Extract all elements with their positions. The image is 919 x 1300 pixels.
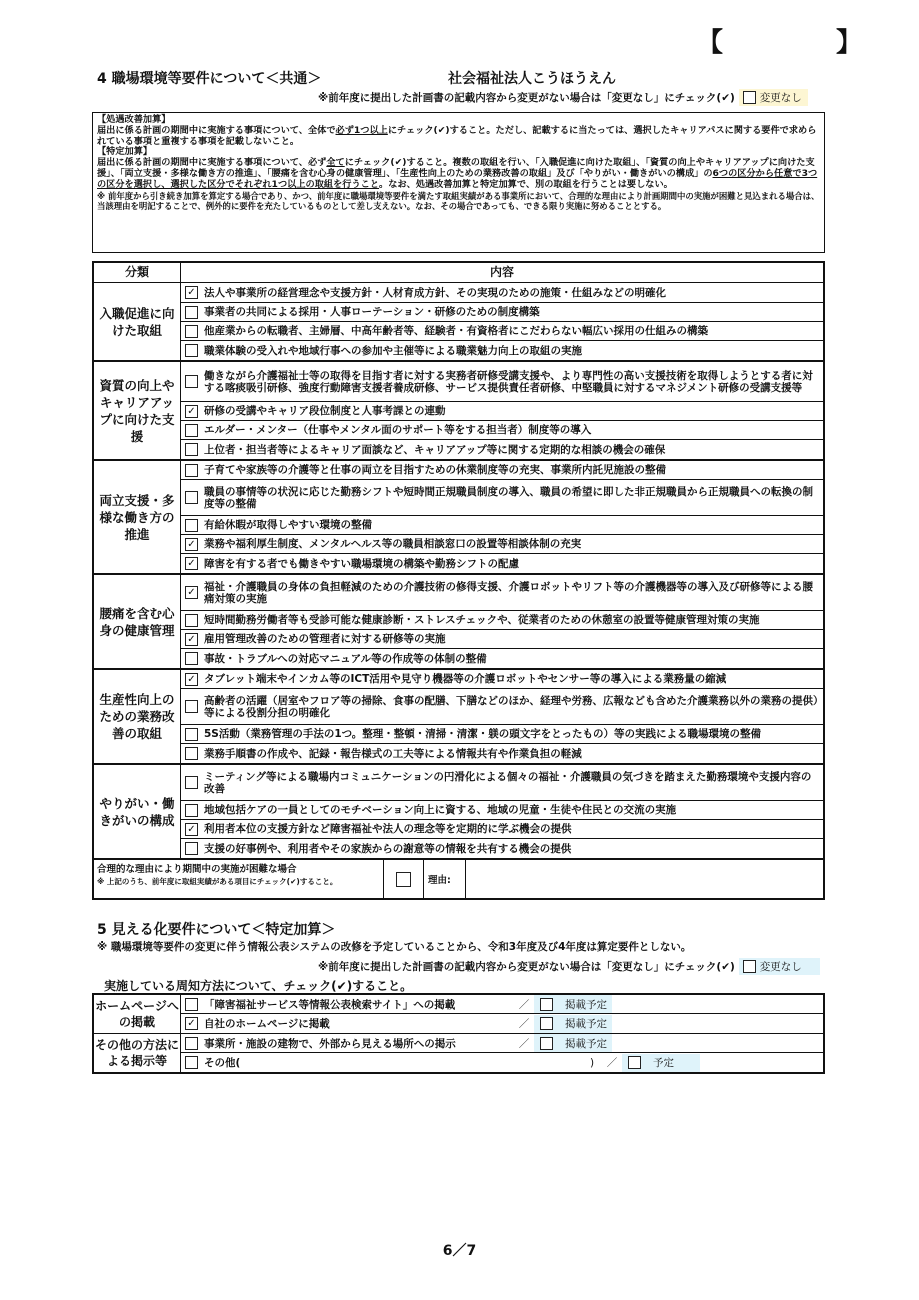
requirement-text: 事業者の共同による採用・人事ローテーション・研修のための制度構築 xyxy=(204,306,540,318)
section5-unchanged-label: 変更なし xyxy=(759,961,802,973)
requirement-checkbox[interactable] xyxy=(185,652,198,665)
header-category: 分類 xyxy=(94,263,181,282)
header-content: 内容 xyxy=(489,265,514,279)
requirement-text: 雇用管理改善のための管理者に対する研修等の実施 xyxy=(204,633,446,645)
section5-note: ※ 職場環境等要件の変更に伴う情報公表システムの改修を予定していることから、令和3年度及び4年度は算定要件としない。 xyxy=(97,941,692,953)
requirement-checkbox[interactable]: ✓ xyxy=(185,586,198,599)
requirement-item xyxy=(181,461,823,480)
visibility-category: ホームページへの掲載 xyxy=(94,995,181,1033)
category-group xyxy=(94,283,823,362)
requirement-checkbox[interactable]: ✓ xyxy=(185,538,198,551)
requirement-item xyxy=(181,402,823,421)
category-group xyxy=(94,461,823,575)
requirement-checkbox[interactable] xyxy=(185,491,198,504)
category-label: 生産性向上のための業務改善の取組 xyxy=(94,670,181,763)
requirement-item xyxy=(181,670,823,689)
header-bracket-close: 】 xyxy=(836,28,863,58)
visibility-text: 事業所・施設の建物で、外部から見える場所への掲示 xyxy=(204,1037,456,1050)
requirement-checkbox[interactable] xyxy=(185,804,198,817)
requirement-checkbox[interactable] xyxy=(185,519,198,532)
requirement-item xyxy=(181,341,823,360)
visibility-table xyxy=(92,993,825,1074)
plan-checkbox[interactable] xyxy=(540,998,553,1011)
requirement-item xyxy=(181,440,823,459)
requirement-checkbox[interactable] xyxy=(185,306,198,319)
requirement-text: 5S活動（業務管理の手法の1つ。整理・整頓・清掃・清潔・躾の頭文字をとったもの）等の実践による職場環境の整備 xyxy=(204,728,762,740)
separator: ／ xyxy=(518,998,530,1011)
requirement-checkbox[interactable]: ✓ xyxy=(185,405,198,418)
requirement-text: 研修の受講やキャリア段位制度と人事考課との連動 xyxy=(204,405,446,417)
requirement-text: 他産業からの転職者、主婦層、中高年齢者等、経験者・有資格者にこだわらない幅広い採用の仕組みの構築 xyxy=(204,325,708,337)
requirement-item xyxy=(181,362,823,402)
category-label: 両立支援・多様な働き方の推進 xyxy=(94,461,181,573)
reason-row xyxy=(94,860,823,898)
visibility-item xyxy=(181,1034,823,1053)
section5-unchanged-checkbox[interactable] xyxy=(743,960,756,973)
header-bracket-open: 【 xyxy=(697,28,724,58)
requirement-checkbox[interactable]: ✓ xyxy=(185,823,198,836)
section4-unchanged-row xyxy=(318,89,808,106)
requirement-text: 有給休暇が取得しやすい環境の整備 xyxy=(204,519,372,531)
requirements-table xyxy=(92,261,825,900)
section4-unchanged-label: 変更なし xyxy=(759,92,802,104)
plan-field xyxy=(622,1054,700,1072)
plan-field xyxy=(534,1015,612,1033)
requirement-text: 職員の事情等の状況に応じた勤務シフトや短時間正規職員制度の導入、職員の希望に即した非正規職員から正規職員への転換の制度等の整備 xyxy=(204,485,813,510)
requirement-item xyxy=(181,744,823,763)
requirement-checkbox[interactable]: ✓ xyxy=(185,557,198,570)
visibility-checkbox[interactable] xyxy=(185,1037,198,1050)
page-number: 6／7 xyxy=(442,1243,477,1259)
reason-label: 合理的な理由により期間中の実施が困難な場合 ※ 上記のうち、前年度に取組実績がある項目にチェック(✔)すること。 xyxy=(94,860,384,898)
visibility-text: 「障害福祉サービス等情報公表検索サイト」への掲載 xyxy=(204,998,456,1011)
reason-field-label: 理由: xyxy=(424,860,466,898)
instructions-box xyxy=(92,112,825,253)
visibility-group xyxy=(94,1034,823,1072)
requirement-item xyxy=(181,820,823,839)
separator: ／ xyxy=(606,1057,618,1069)
plan-label: 予定 xyxy=(653,1057,674,1069)
requirement-item xyxy=(181,283,823,303)
requirement-checkbox[interactable] xyxy=(185,842,198,855)
reason-checkbox[interactable] xyxy=(396,872,411,887)
requirement-checkbox[interactable]: ✓ xyxy=(185,673,198,686)
visibility-checkbox[interactable] xyxy=(185,998,198,1011)
section5-instruction: 実施している周知方法について、チェック(✔)すること。 xyxy=(104,979,413,993)
info-paragraph-2: 届出に係る計画の期間中に実施する事項について、必ず全てにチェック(✔)すること。複数の取組を行い、「入職促進に向けた取組」、「資質の向上やキャリアアップに向けた支援」、「両立支援・多様な働き方の推進」、「腰痛を含む心身の健康管理」、「生産性向上のための業務改善の取組」及び「やりがい・働きがいの構成」の6つの区分から任意で3つの区分を選択し、選択した区分でそれぞれ1つ以上の取組を行うこと。なお、処遇改善加算と特定加算で、別の取組を行うことは要しない。 xyxy=(97,157,818,190)
requirement-text: 利用者本位の支援方針など障害福祉や法人の理念等を定期的に学ぶ機会の提供 xyxy=(204,823,572,835)
separator: ／ xyxy=(518,1018,530,1030)
requirement-text: 上位者・担当者等によるキャリア面談など、キャリアアップ等に関する定期的な相談の機会の確保 xyxy=(204,443,666,456)
visibility-group xyxy=(94,995,823,1034)
requirement-text: 高齢者の活躍（居室やフロア等の掃除、食事の配膳、下膳などのほか、経理や労務、広報なども含めた介護業務以外の業務の提供）等による役割分担の明確化 xyxy=(204,694,819,719)
requirement-item xyxy=(181,649,823,668)
section5-unchanged-row xyxy=(318,958,820,975)
plan-checkbox[interactable] xyxy=(628,1056,641,1069)
visibility-checkbox[interactable]: ✓ xyxy=(185,1017,198,1030)
requirement-checkbox[interactable]: ✓ xyxy=(185,286,198,299)
requirement-text: 子育てや家族等の介護等と仕事の両立を目指すための休業制度等の充実、事業所内託児施設の整備 xyxy=(204,464,666,476)
section4-title: 4 職場環境等要件について＜共通＞ xyxy=(97,71,322,87)
requirement-checkbox[interactable] xyxy=(185,375,198,388)
requirement-checkbox[interactable] xyxy=(185,614,198,627)
visibility-checkbox[interactable] xyxy=(185,1056,198,1069)
requirement-text: 業務手順書の作成や、記録・報告様式の工夫等による情報共有や作業負担の軽減 xyxy=(204,747,582,760)
requirement-text: 職業体験の受入れや地域行事への参加や主催等による職業魅力向上の取組の実施 xyxy=(204,344,582,357)
requirement-text: 障害を有する者でも働きやすい職場環境の構築や勤務シフトの配慮 xyxy=(204,557,519,570)
requirement-checkbox[interactable] xyxy=(185,325,198,338)
plan-field xyxy=(534,1034,612,1052)
requirement-checkbox[interactable]: ✓ xyxy=(185,633,198,646)
requirement-item xyxy=(181,611,823,630)
requirement-checkbox[interactable] xyxy=(185,776,198,789)
requirement-item xyxy=(181,516,823,535)
reason-sub-note: ※ 上記のうち、前年度に取組実績がある項目にチェック(✔)すること。 xyxy=(97,877,338,886)
plan-checkbox[interactable] xyxy=(540,1037,553,1050)
visibility-item xyxy=(181,1014,823,1033)
requirement-item xyxy=(181,322,823,341)
visibility-category: その他の方法による掲示等 xyxy=(94,1034,181,1072)
category-label: やりがい・働きがいの構成 xyxy=(94,765,181,858)
section5-unchanged-field xyxy=(739,958,820,975)
category-group xyxy=(94,362,823,461)
requirement-item xyxy=(181,535,823,554)
category-label: 資質の向上やキャリアアップに向けた支援 xyxy=(94,362,181,459)
requirement-item xyxy=(181,725,823,744)
requirement-item xyxy=(181,303,823,322)
requirement-item xyxy=(181,630,823,649)
section5-title: 5 見える化要件について＜特定加算＞ xyxy=(97,922,336,938)
requirement-item xyxy=(181,421,823,440)
requirement-checkbox[interactable] xyxy=(185,344,198,357)
requirement-item xyxy=(181,765,823,801)
info-heading-1: 【処遇改善加算】 xyxy=(97,114,171,125)
requirement-text: タブレット端末やインカム等のICT活用や見守り機器等の介護ロボットやセンサー等の導入による業務量の縮減 xyxy=(204,673,727,685)
visibility-text: 自社のホームページに掲載 xyxy=(204,1018,330,1030)
category-group xyxy=(94,575,823,670)
table-header xyxy=(94,263,823,283)
requirement-text: 短時間勤務労働者等も受診可能な健康診断・ストレスチェックや、従業者のための休憩室の設置等健康管理対策の実施 xyxy=(204,614,760,626)
category-label: 腰痛を含む心身の健康管理 xyxy=(94,575,181,668)
plan-label: 掲載予定 xyxy=(565,998,607,1011)
requirement-checkbox[interactable] xyxy=(185,747,198,760)
separator: ／ xyxy=(518,1037,530,1050)
requirement-text: 福祉・介護職員の身体の負担軽減のための介護技術の修得支援、介護ロボットやリフト等の介護機器等の導入及び研修等による腰痛対策の実施 xyxy=(204,580,813,605)
requirement-item xyxy=(181,801,823,820)
requirement-text: 事故・トラブルへの対応マニュアル等の作成等の体制の整備 xyxy=(204,652,487,665)
category-group xyxy=(94,670,823,765)
requirement-checkbox[interactable] xyxy=(185,728,198,741)
section4-unchanged-note: ※前年度に提出した計画書の記載内容から変更がない場合は「変更なし」にチェック(✔) xyxy=(318,92,735,104)
reason-input[interactable] xyxy=(466,860,823,898)
requirement-text: エルダー・メンター（仕事やメンタル面のサポート等をする担当者）制度等の導入 xyxy=(204,424,592,436)
requirement-item xyxy=(181,839,823,858)
requirement-item xyxy=(181,575,823,611)
requirement-text: 法人や事業所の経営理念や支援方針・人材育成方針、その実現のための施策・仕組みなどの明確化 xyxy=(204,286,666,299)
info-paragraph-1: 届出に係る計画の期間中に実施する事項について、全体で必ず1つ以上にチェック(✔)すること。ただし、記載するに当たっては、選択したキャリアパスに関する要件で求められている事項と重複する事項を記載しないこと。 xyxy=(97,124,817,147)
section4-unchanged-field xyxy=(739,89,808,106)
plan-label: 掲載予定 xyxy=(565,1037,607,1050)
requirement-checkbox[interactable] xyxy=(185,443,198,456)
plan-label: 掲載予定 xyxy=(565,1018,607,1030)
visibility-item xyxy=(181,995,823,1014)
requirement-text: 地域包括ケアの一員としてのモチベーション向上に資する、地域の児童・生徒や住民との交流の実施 xyxy=(204,804,677,816)
requirement-item xyxy=(181,480,823,516)
visibility-item xyxy=(181,1053,823,1072)
visibility-text: その他( xyxy=(204,1057,241,1069)
requirement-item xyxy=(181,554,823,573)
organization-name: 社会福祉法人こうほうえん xyxy=(448,71,616,87)
info-paragraph-3: ※ 前年度から引き続き加算を算定する場合であり、かつ、前年度に職場環境等要件を満たす取組実績がある事業所において、合理的な理由により計画期間中の実施が困難と見込まれる場合は、当該理由を明記することで、例外的に要件を充たしているものとして差し支えない。なお、その場合であっても、できる限り実施に努めることとする。 xyxy=(97,190,820,212)
requirement-checkbox[interactable] xyxy=(185,464,198,477)
requirement-text: 働きながら介護福祉士等の取得を目指す者に対する実務者研修受講支援や、より専門性の高い支援技術を取得しようとする者に対する喀痰吸引研修、強度行動障害支援者養成研修、サービス提供責任者研修、中堅職員に対するマネジメント研修の受講支援等 xyxy=(204,369,813,394)
category-group xyxy=(94,765,823,860)
plan-checkbox[interactable] xyxy=(540,1017,553,1030)
info-heading-2: 【特定加算】 xyxy=(97,146,153,158)
section5-unchanged-note: ※前年度に提出した計画書の記載内容から変更がない場合は「変更なし」にチェック(✔) xyxy=(318,961,735,973)
category-label: 入職促進に向けた取組 xyxy=(94,283,181,360)
requirement-checkbox[interactable] xyxy=(185,424,198,437)
requirement-item xyxy=(181,689,823,725)
requirement-text: ミーティング等による職場内コミュニケーションの円滑化による個々の福祉・介護職員の気づきを踏まえた勤務環境や支援内容の改善 xyxy=(204,770,812,795)
requirement-text: 業務や福利厚生制度、メンタルヘルス等の職員相談窓口の設置等相談体制の充実 xyxy=(204,538,582,550)
reason-checkbox-cell xyxy=(384,860,424,898)
other-close-paren: ) xyxy=(589,1056,595,1069)
requirement-checkbox[interactable] xyxy=(185,700,198,713)
section4-unchanged-checkbox[interactable] xyxy=(743,91,756,104)
plan-field xyxy=(534,995,612,1013)
requirement-text: 支援の好事例や、利用者やその家族からの謝意等の情報を共有する機会の提供 xyxy=(204,842,572,855)
